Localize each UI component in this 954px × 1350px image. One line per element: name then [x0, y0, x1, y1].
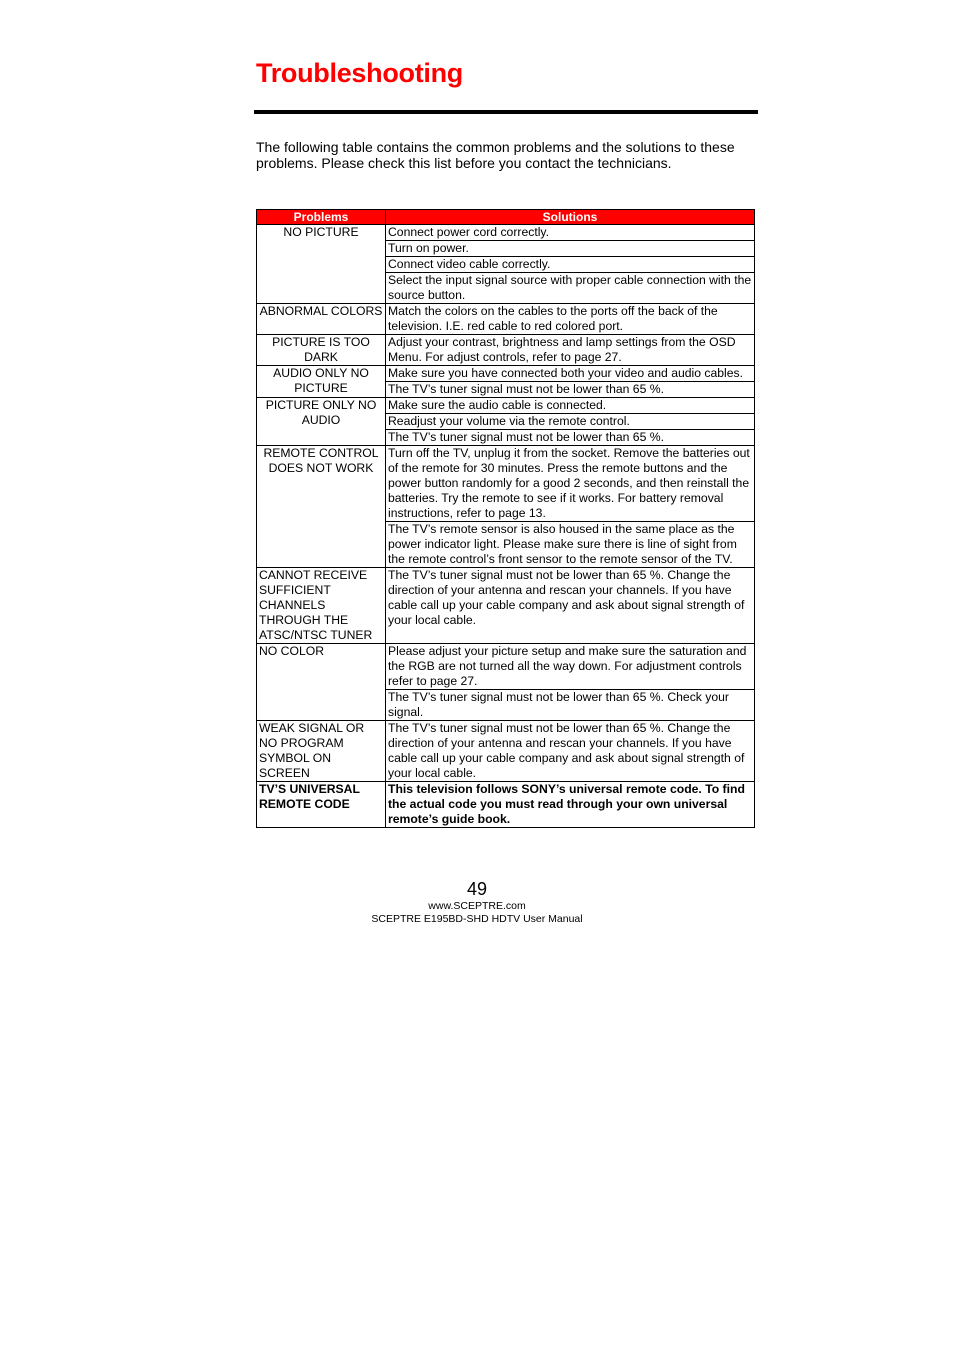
solution-cell: Match the colors on the cables to the ports off the back of the television. I.E. red cable to red colored port.	[386, 304, 755, 335]
problem-cell: AUDIO ONLY NO PICTURE	[257, 366, 386, 398]
solution-cell: Connect video cable correctly.	[386, 257, 755, 273]
problem-cell: WEAK SIGNAL OR NO PROGRAM SYMBOL ON SCREEN	[257, 721, 386, 782]
page-title: Troubleshooting	[256, 58, 463, 88]
solution-cell: Readjust your volume via the remote control.	[386, 414, 755, 430]
table-row	[257, 721, 755, 782]
page-footer	[0, 878, 954, 926]
table-row	[257, 225, 755, 241]
problem-cell: PICTURE ONLY NO AUDIO	[257, 398, 386, 446]
intro-paragraph: The following table contains the common problems and the solutions to these problems. Please check this list before you contact the technicians.	[256, 139, 735, 171]
solution-cell: Make sure you have connected both your video and audio cables.	[386, 366, 755, 382]
table-row	[257, 304, 755, 335]
solution-cell: The TV’s tuner signal must not be lower than 65 %. Change the direction of your antenna and rescan your channels. If you have cable call up your cable company and ask about signal strength of your local cable.	[386, 568, 755, 644]
solution-cell: The TV’s tuner signal must not be lower than 65 %. Check your signal.	[386, 690, 755, 721]
solutions-header: Solutions	[386, 210, 755, 225]
table-row	[257, 568, 755, 644]
problem-cell: TV’S UNIVERSAL REMOTE CODE	[257, 782, 386, 828]
page-number: 49	[466, 879, 488, 899]
solution-cell: The TV’s remote sensor is also housed in the same place as the power indicator light. Please make sure there is line of sight from the remote control’s front sensor to the remote sensor of the TV.	[386, 522, 755, 568]
solution-cell: Make sure the audio cable is connected.	[386, 398, 755, 414]
problem-cell: PICTURE IS TOO DARK	[257, 335, 386, 366]
table-row	[257, 366, 755, 382]
solution-cell: Select the input signal source with proper cable connection with the source button.	[386, 273, 755, 304]
table-row	[257, 335, 755, 366]
table-row	[257, 398, 755, 414]
troubleshooting-table	[256, 209, 755, 828]
solution-cell: The TV’s tuner signal must not be lower than 65 %.	[386, 430, 755, 446]
table-header-row	[257, 210, 755, 225]
solution-cell: Please adjust your picture setup and make sure the saturation and the RGB are not turned all the way down. For adjustment controls refer to page 27.	[386, 644, 755, 690]
problems-header: Problems	[257, 210, 386, 225]
problem-cell: REMOTE CONTROL DOES NOT WORK	[257, 446, 386, 568]
manual-title: SCEPTRE E195BD-SHD HDTV User Manual	[371, 913, 583, 925]
website-link: www.SCEPTRE.com	[428, 900, 526, 912]
solution-cell: The TV’s tuner signal must not be lower than 65 %. Change the direction of your antenna and rescan your channels. If you have cable call up your cable company and ask about signal strength of your local cable.	[386, 721, 755, 782]
table-row	[257, 446, 755, 522]
title-divider	[254, 110, 758, 114]
solution-cell: Turn off the TV, unplug it from the socket. Remove the batteries out of the remote for 30 minutes. Press the remote buttons and the power button randomly for a good 2 seconds, and then reinstall the batteries. Try the remote to see if it works. For battery removal instructions, refer to page 13.	[386, 446, 755, 522]
problem-cell: NO COLOR	[257, 644, 386, 721]
table-row	[257, 782, 755, 828]
solution-cell: Adjust your contrast, brightness and lamp settings from the OSD Menu. For adjust controls, refer to page 27.	[386, 335, 755, 366]
solution-cell: Connect power cord correctly.	[386, 225, 755, 241]
problem-cell: ABNORMAL COLORS	[257, 304, 386, 335]
table-row	[257, 644, 755, 690]
solution-cell: Turn on power.	[386, 241, 755, 257]
solution-cell: This television follows SONY’s universal remote code. To find the actual code you must read through your own universal remote’s guide book.	[386, 782, 755, 828]
solution-cell: The TV’s tuner signal must not be lower than 65 %.	[386, 382, 755, 398]
problem-cell: NO PICTURE	[257, 225, 386, 304]
problem-cell: CANNOT RECEIVE SUFFICIENT CHANNELS THROUGH THE ATSC/NTSC TUNER	[257, 568, 386, 644]
